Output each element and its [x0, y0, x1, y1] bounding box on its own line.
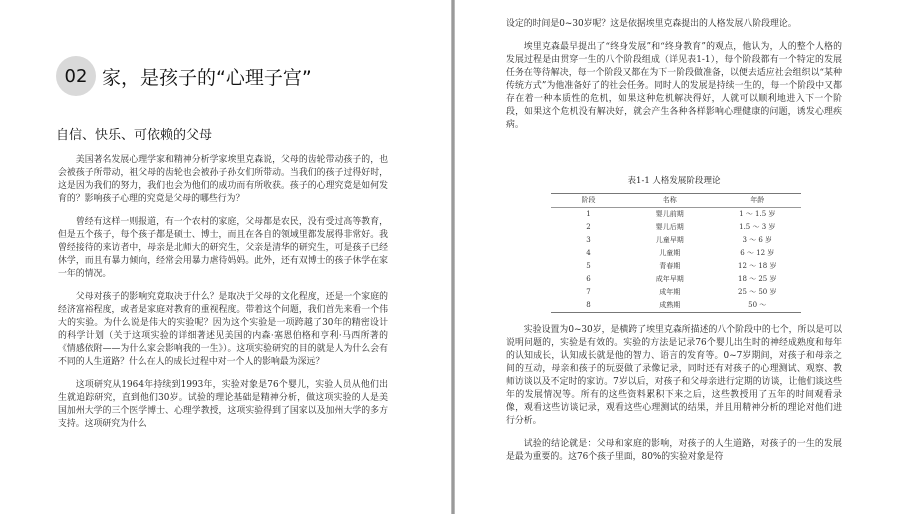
name-cell: 婴儿前期 — [655, 210, 684, 218]
name-cell: 成年早期 — [655, 275, 684, 283]
name-cell: 婴儿后期 — [655, 223, 684, 231]
left-body-text — [58, 154, 388, 441]
table-row — [551, 260, 801, 273]
name-cell: 成年期 — [659, 288, 681, 296]
paragraph: 试验的结论就是：父母和家庭的影响，对孩子的人生道路，对孩子的一生的发展是最为重要的。这76个孩子里面，80%的实验对象是符 — [506, 439, 842, 462]
age-cell: 1 ～ 1.5 岁 — [739, 210, 776, 218]
stage-cell: 8 — [586, 301, 591, 309]
stage-cell: 1 — [586, 210, 591, 218]
name-cell: 儿童早期 — [655, 236, 684, 244]
paragraph: 设定的时间是0~30岁呢？这是依据埃里克森提出的人格发展八阶段理论。 — [506, 19, 797, 29]
section-title: 自信、快乐、可依赖的父母 — [56, 128, 213, 143]
name-cell: 儿童期 — [659, 249, 681, 257]
age-cell: 25 ～ 50 岁 — [738, 288, 777, 296]
right-bottom-text — [506, 324, 842, 474]
table-row — [551, 234, 801, 247]
stage-cell: 2 — [586, 223, 591, 231]
name-cell: 青春期 — [659, 262, 681, 270]
paragraph: 父母对孩子的影响究竟取决于什么？是取决于父母的文化程度，还是一个家庭的经济富裕程度，或者是家庭对教育的重视程度。带着这个问题，我们首先来看一个伟大的实验。为什么说是伟大的实验呢？因为这个实验是一项跨越了30年的精密设计的科学计划（关于这项实验的详细著述见美国的内森·塞恩伯格和亨利·马西所著的《情感依附——为什么家会影响我的一生》）。这项实验研究的目的就是人为什么会有不同的人生道路？什么在人的成长过程中对一个人的影响最为深远？ — [58, 292, 388, 367]
personality-stage-table — [551, 193, 801, 313]
stage-cell: 7 — [586, 288, 591, 296]
paragraph: 这项研究从1964年持续到1993年，实验对象是76个婴儿，实验人员从他们出生就追踪研究，直到他们30岁。试验的理论基础是精神分析，做这项实验的人是美国加州大学的三个医学博士、心理学教授，这项实验得到了国家以及加州大学的多方支持。这项研究为什么 — [58, 380, 388, 429]
chapter-number-badge: 02 — [56, 56, 96, 96]
paragraph: 埃里克森最早提出了“终身发展”和“终身教育”的观点，他认为，人的整个人格的发展过程是由贯穿一生的八个阶段组成（详见表1-1），每个阶段都有一个特定的发展任务在等待解决，每一个阶段又都在为下一阶段做准备，以便去适应社会组织以“某种传统方式”为他准备好了的社会任务。同时人的发展是持续一生的，每一个阶段中又都存在着一种本质性的危机，如果这种危机解决得好，人就可以顺利地进入下一个阶段，如果这个危机没有解决好，就会产生各种各样影响心理健康的问题，诱发心理疾病。 — [506, 42, 842, 130]
right-top-text — [506, 18, 842, 142]
stage-cell: 5 — [586, 262, 591, 270]
table-row — [551, 208, 801, 222]
age-cell: 6 ～ 12 岁 — [740, 249, 775, 257]
age-cell: 1.5 ～ 3 岁 — [739, 223, 776, 231]
age-cell: 18 ～ 25 岁 — [738, 275, 777, 283]
column-header-name: 名称 — [626, 194, 714, 208]
table-row — [551, 286, 801, 299]
table-row — [551, 299, 801, 312]
table-header-row — [551, 194, 801, 208]
column-header-stage: 阶段 — [551, 194, 626, 208]
age-cell: 50 ～ — [748, 301, 767, 309]
table-row — [551, 221, 801, 234]
paragraph: 曾经有这样一则报道，有一个农村的家庭，父母都是农民，没有受过高等教育，但是五个孩子，每个孩子都是硕士、博士，而且在各自的领域里都发展得非常好。我曾经接待的来访者中，母亲是北师大的研究生，父亲是清华的研究生，可是孩子已经休学，而且有暴力倾向，经常会用暴力虐待妈妈。此外，还有双博士的孩子休学在家一年的情况。 — [58, 217, 388, 279]
table-row — [551, 247, 801, 260]
table-row — [551, 273, 801, 286]
chapter-title: 家，是孩子的“心理子宫” — [102, 66, 312, 89]
table-caption: 表1-1 人格发展阶段理论 — [627, 176, 721, 186]
paragraph: 实验设置为0~30岁，是横跨了埃里克森所描述的八个阶段中的七个，所以是可以说明问题的，实验是有效的。实验的方法是记录76个婴儿出生时的神经成熟度和每年的认知成长，认知成长就是他的智力、语言的发育等。0~7岁期间，对孩子和母亲之间的互动，母亲和孩子的玩耍做了录像记录，同时还有对孩子的心理测试、观察、教师访谈以及不定时的家访。7岁以后，对孩子和父母亲进行定期的访谈，让他们谈这些年的发展情况等。所有的这些资料累积下来之后，这些教授用了五年的时间观看录像，观看这些访谈记录，观看这些心理测试的结果，并且用精神分析的理论对他们进行分析。 — [506, 325, 842, 426]
age-cell: 3 ～ 6 岁 — [742, 236, 773, 244]
column-header-age: 年龄 — [714, 194, 802, 208]
stage-cell: 6 — [586, 275, 591, 283]
chapter-heading — [56, 56, 312, 96]
right-page — [455, 0, 900, 514]
paragraph: 美国著名发展心理学家和精神分析学家埃里克森说，父母的齿轮带动孩子的，也会被孩子所带动，祖父母的齿轮也会被孙子孙女们所带动。当我们的孩子过得好时，这是因为我们的努力，我们也会为他们的成功而有所收获。孩子的心理究竟是如何发育的？影响孩子心理的究竟是父母的哪些行为？ — [58, 155, 388, 204]
stage-cell: 3 — [586, 236, 591, 244]
stage-cell: 4 — [586, 249, 591, 257]
age-cell: 12 ～ 18 岁 — [738, 262, 777, 270]
name-cell: 成熟期 — [659, 301, 681, 309]
